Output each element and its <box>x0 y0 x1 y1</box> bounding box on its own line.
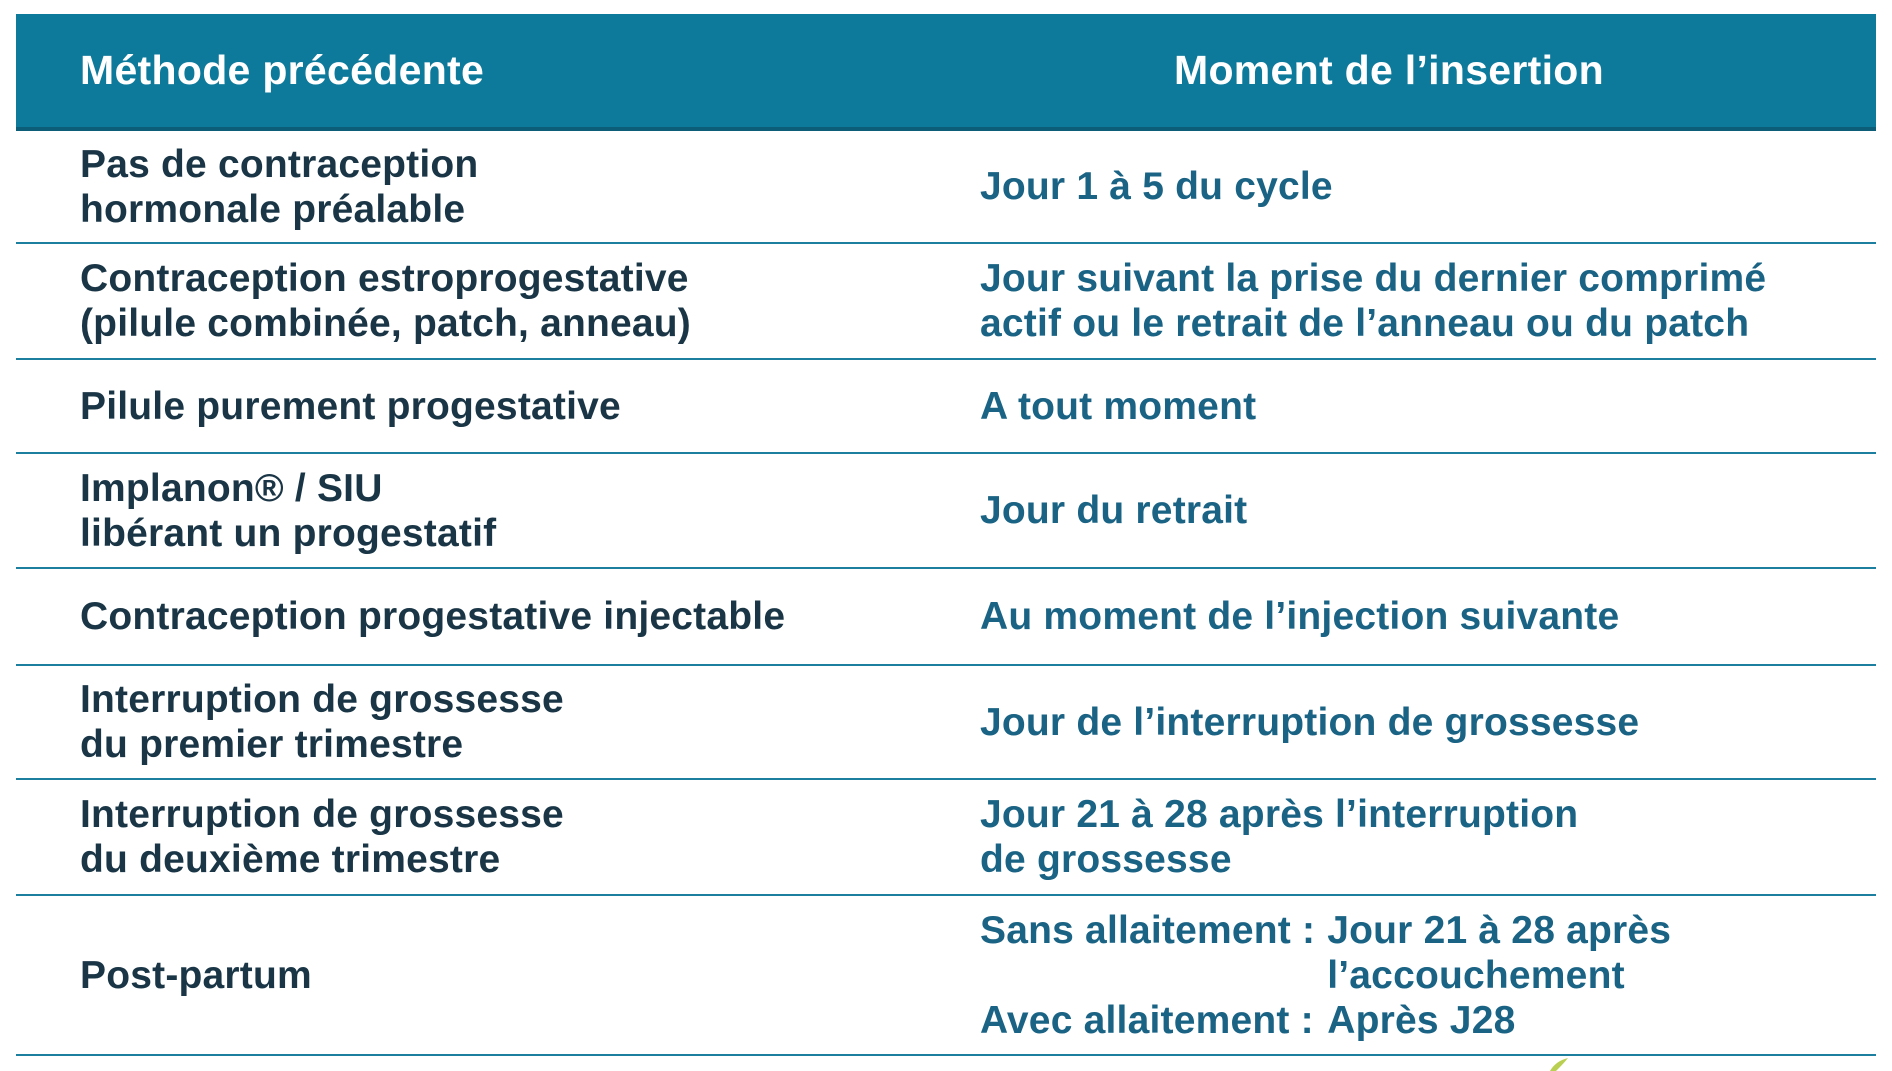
without-breastfeeding-label: Sans allaitement : <box>980 908 1316 952</box>
method-cell: Pas de contraception hormonale préalable <box>80 142 479 231</box>
moment-cell: Jour du retrait <box>980 489 1248 532</box>
table-row-postpartum <box>16 896 1876 1056</box>
method-cell: Interruption de grossesse du premier trimestre <box>80 678 564 766</box>
table-row <box>16 666 1876 780</box>
method-cell: Post-partum <box>80 953 312 997</box>
method-cell: Pilule purement progestative <box>80 384 621 428</box>
moment-cell: Jour 1 à 5 du cycle <box>980 165 1333 208</box>
insertion-timing-table <box>16 14 1876 1056</box>
table-row <box>16 131 1876 244</box>
method-cell: Contraception progestative injectable <box>80 595 786 638</box>
table-row <box>16 360 1876 454</box>
method-cell: Interruption de grossesse du deuxième trimestre <box>80 793 564 881</box>
moment-cell: Jour 21 à 28 après l’interruption de grossesse <box>980 793 1579 881</box>
with-breastfeeding-label: Avec allaitement : <box>980 998 1314 1042</box>
table-row <box>16 569 1876 666</box>
table-row <box>16 780 1876 896</box>
method-cell: Contraception estroprogestative (pilule combinée, patch, anneau) <box>80 257 691 345</box>
with-breastfeeding-value: Après J28 <box>1327 998 1516 1042</box>
header-insertion-moment: Moment de l’insertion <box>1174 47 1604 93</box>
header-previous-method: Méthode précédente <box>80 47 485 93</box>
table-row <box>16 454 1876 569</box>
without-breastfeeding-value: Jour 21 à 28 après l’accouchement <box>1327 908 1672 997</box>
moment-cell: Au moment de l’injection suivante <box>980 595 1620 638</box>
moment-cell: Jour de l’interruption de grossesse <box>980 700 1640 744</box>
method-cell: Implanon® / SIU libérant un progestatif <box>80 466 497 555</box>
leaf-decoration-icon <box>1548 1058 1570 1071</box>
table-row <box>16 244 1876 360</box>
moment-cell: Jour suivant la prise du dernier comprimé actif ou le retrait de l’anneau ou du patch <box>980 257 1767 345</box>
table-header <box>16 14 1876 131</box>
moment-cell: A tout moment <box>980 384 1257 428</box>
postpartum-timing <box>980 908 1671 1043</box>
